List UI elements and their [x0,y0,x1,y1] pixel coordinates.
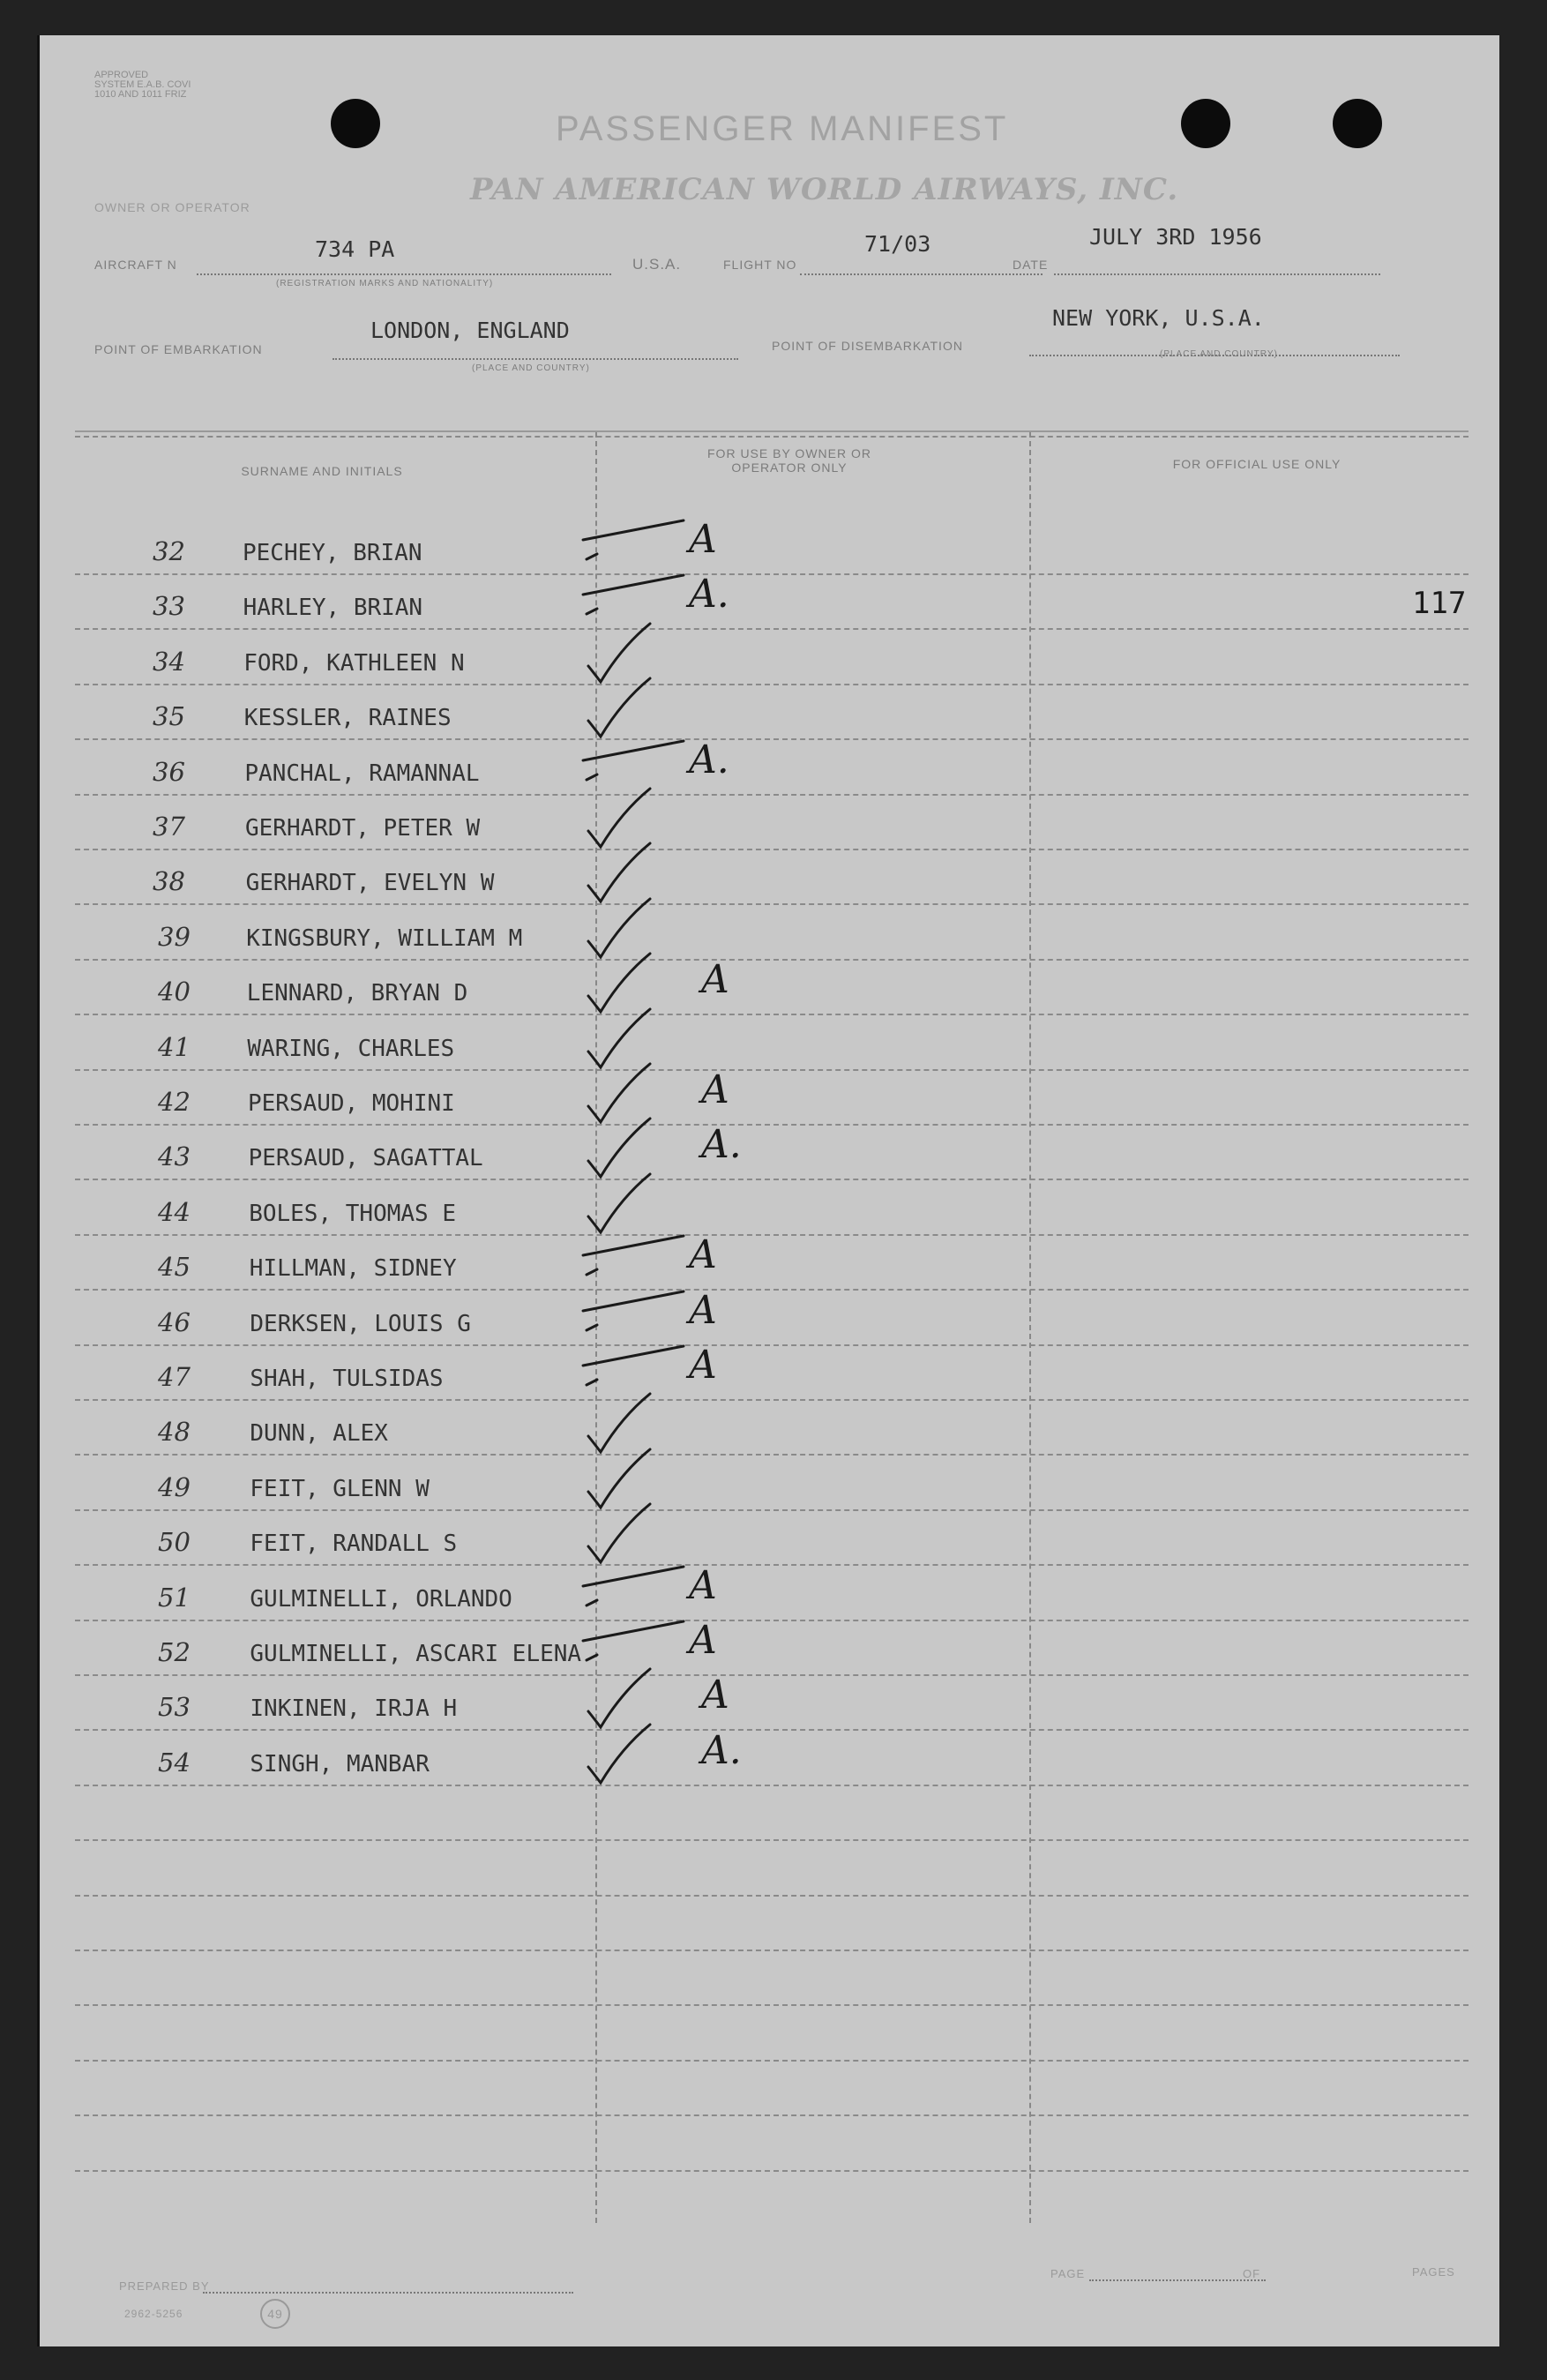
row-number: 45 [158,1252,191,1283]
embarkation-underline [333,358,738,360]
blank-rule [75,2170,1469,2172]
check-mark-icon [578,1721,842,1792]
approval-line: SYSTEM E.A.B. COVI [94,79,191,90]
disembarkation-sub: (PLACE AND COUNTRY) [1160,349,1278,359]
row-number: 41 [158,1031,191,1062]
arrival-letter: A. [689,737,729,782]
row-number: 46 [158,1306,191,1337]
row-number: 34 [153,646,185,677]
disembarkation-label: POINT OF DISEMBARKATION [772,339,963,353]
approval-line: 1010 AND 1011 FRIZ [94,89,187,100]
passenger-name: LENNARD, BRYAN D [246,980,468,1007]
embarkation-sub: (PLACE AND COUNTRY) [472,363,590,373]
arrival-letter: A. [701,1727,742,1773]
page-count-annotation: 117 [1412,586,1467,621]
passenger-name: GERHARDT, PETER W [245,815,481,842]
arrival-letter: A. [701,1122,742,1168]
owner-label: OWNER OR OPERATOR [94,200,250,214]
column-head-official: FOR OFFICIAL USE ONLY [1172,457,1341,471]
table-row [146,1727,1469,1785]
row-number: 47 [158,1362,191,1392]
pages-label: PAGES [1412,2265,1455,2279]
row-number: 39 [158,921,191,952]
flight-value: 71/03 [864,231,931,257]
aircraft-value: 734 PA [315,236,395,262]
passenger-name: DUNN, ALEX [250,1420,388,1448]
passenger-name: HILLMAN, SIDNEY [249,1255,457,1283]
row-number: 42 [158,1087,191,1117]
form-code: 2962-5256 [124,2308,183,2320]
blank-rule [75,1839,1469,1841]
circle-mark: 49 [260,2299,290,2329]
row-number: 44 [158,1196,191,1227]
prepared-by-label: PREPARED BY [119,2279,210,2293]
passenger-name: FORD, KATHLEEN N [243,649,465,677]
arrival-letter: A [689,1618,717,1663]
row-number: 52 [158,1637,191,1667]
blank-rule [75,2060,1469,2062]
usa-label: U.S.A. [632,256,682,273]
row-number: 36 [153,756,185,787]
row-number: 51 [158,1582,191,1613]
table-top-rule-2 [75,436,1469,438]
passenger-name: FEIT, RANDALL S [250,1531,458,1558]
passenger-name: GULMINELLI, ASCARI ELENA [250,1641,582,1667]
row-number: 35 [153,701,185,732]
punch-hole-left [331,99,380,148]
row-number: 37 [153,812,185,842]
row-number: 33 [153,591,185,622]
aircraft-underline [197,273,611,275]
prepared-by-line [203,2292,573,2294]
arrival-letter: A [689,1232,717,1278]
passenger-name: SINGH, MANBAR [250,1750,430,1778]
row-number: 53 [158,1692,191,1723]
row-number: 40 [158,977,191,1007]
manifest-sheet [37,35,1499,2346]
passenger-name: HARLEY, BRIAN [243,595,423,622]
date-value: JULY 3RD 1956 [1089,224,1262,250]
passenger-name: PERSAUD, MOHINI [248,1090,455,1117]
page-line [1089,2279,1266,2281]
embarkation-value: LONDON, ENGLAND [370,318,570,343]
owner-value: PAN AMERICAN WORLD AIRWAYS, INC. [470,172,1179,207]
table-top-rule [75,430,1469,432]
punch-hole-right-2 [1333,99,1382,148]
form-title: PASSENGER MANIFEST [556,109,1009,148]
passenger-name: PANCHAL, RAMANNAL [244,760,480,787]
blank-rule [75,2004,1469,2006]
approval-stamp [94,71,315,100]
arrival-letter: A [689,1562,717,1608]
blank-rule [75,1950,1469,1951]
arrival-letter: A [701,957,729,1003]
row-number: 54 [158,1747,191,1778]
passenger-name: PERSAUD, SAGATTAL [248,1145,483,1172]
of-label: OF [1243,2267,1261,2280]
arrival-letter: A [689,1287,717,1333]
arrival-letter: A [701,1673,729,1718]
arrival-letter: A [701,1067,729,1112]
page-label: PAGE [1050,2267,1086,2280]
arrival-letter: A [689,1343,717,1388]
approval-line: APPROVED [94,70,149,80]
passenger-name: SHAH, TULSIDAS [250,1366,444,1392]
row-rule [75,1785,1469,1786]
passenger-name: WARING, CHARLES [247,1035,455,1062]
passenger-name: KINGSBURY, WILLIAM M [246,924,523,952]
row-number: 48 [158,1417,191,1448]
aircraft-label: AIRCRAFT N [94,258,177,272]
passenger-name: DERKSEN, LOUIS G [250,1310,471,1337]
arrival-letter: A. [689,572,729,617]
blank-rule [75,1895,1469,1897]
blank-rule [75,2114,1469,2116]
row-number: 38 [153,866,185,897]
passenger-name: PECHEY, BRIAN [243,540,422,566]
punch-hole-right-1 [1181,99,1230,148]
passenger-name: GULMINELLI, ORLANDO [250,1585,512,1613]
passenger-name: INKINEN, IRJA H [250,1695,458,1723]
passenger-name: FEIT, GLENN W [250,1475,430,1502]
column-head-name: SURNAME AND INITIALS [241,464,403,478]
column-head-owner: FOR USE BY OWNER OR OPERATOR ONLY [707,446,871,475]
row-number: 49 [158,1471,191,1502]
passenger-name: GERHARDT, EVELYN W [245,870,495,897]
date-underline [1054,273,1380,275]
row-number: 50 [158,1527,191,1558]
aircraft-sub: (REGISTRATION MARKS AND NATIONALITY) [276,279,494,288]
flight-underline [800,273,1043,275]
passenger-name: KESSLER, RAINES [243,705,452,732]
row-number: 32 [153,536,185,566]
embarkation-label: POINT OF EMBARKATION [94,342,263,356]
arrival-letter: A [689,517,717,562]
flight-label: FLIGHT NO [723,258,797,272]
row-number: 43 [158,1141,191,1172]
date-label: DATE [1013,258,1049,272]
passenger-name: BOLES, THOMAS E [249,1200,456,1227]
disembarkation-value: NEW YORK, U.S.A. [1052,305,1265,331]
